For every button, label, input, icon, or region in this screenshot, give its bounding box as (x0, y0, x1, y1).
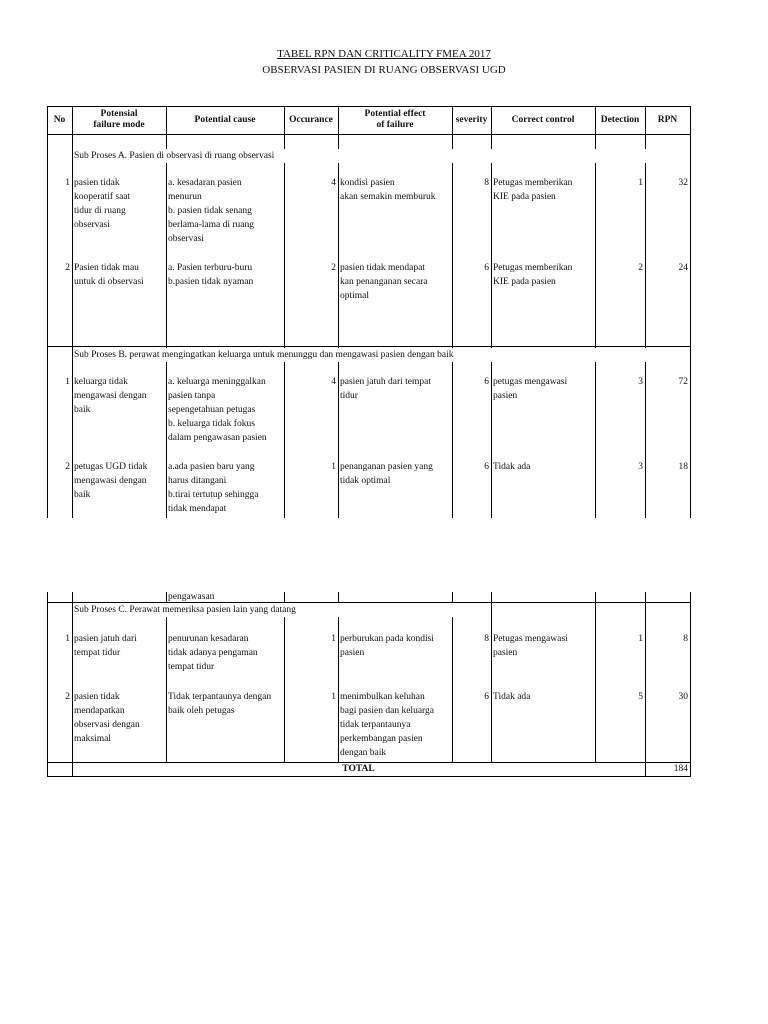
severity-cell: 6 (484, 263, 489, 273)
row-no: 2 (65, 263, 70, 273)
rpn-cell: 72 (678, 377, 688, 387)
rpn-cell: 18 (678, 462, 688, 472)
detection-cell: 2 (638, 263, 643, 273)
occurance-cell: 4 (331, 178, 336, 188)
row-no: 2 (65, 462, 70, 472)
cause-cell: penurunan kesadaran tidak adanya pengaman tempat tidur (168, 634, 258, 672)
cause-cell: Tidak terpantaunya dengan baik oleh petugas (168, 692, 272, 716)
header-severity: severity (455, 114, 488, 125)
cause-cell: a.ada pasien baru yang harus ditangani b.tirai tertutup sehingga tidak mendapat (168, 462, 259, 514)
control-cell: Tidak ada (493, 462, 531, 472)
severity-cell: 6 (484, 462, 489, 472)
total-rpn: 184 (673, 764, 688, 774)
header-correct-control: Correct control (511, 114, 575, 125)
row-no: 1 (65, 178, 70, 188)
header-no: No (53, 114, 66, 125)
severity-cell: 8 (484, 634, 489, 644)
failure-mode-cell: pasien tidak kooperatif saat tidur di ruang observasi (74, 178, 131, 230)
row-no: 2 (65, 692, 70, 702)
document-title: TABEL RPN DAN CRITICALITY FMEA 2017 (277, 48, 491, 60)
detection-cell: 3 (638, 377, 643, 387)
header-failure-mode: Potensial failure mode (93, 109, 145, 130)
effect-cell: menimbulkan keluhan bagi pasien dan keluarga tidak terpantaunya perkembangan pasien dengan baik (340, 692, 434, 758)
section-title: Sub Proses A. Pasien di observasi di ruang observasi (74, 149, 674, 163)
effect-cell: penanganan pasien yang tidak optimal (340, 462, 433, 486)
header-detection: Detection (600, 114, 640, 125)
rpn-cell: 30 (678, 692, 688, 702)
row-no: 1 (65, 377, 70, 387)
control-cell: Tidak ada (493, 692, 531, 702)
severity-cell: 6 (484, 692, 489, 702)
effect-cell: pasien jatuh dari tempat tidur (340, 377, 432, 401)
cause-cell: a. keluarga meninggalkan pasien tanpa sepengetahuan petugas b. keluarga tidak fokus dalam pengawasan pasien (168, 377, 267, 443)
cause-cell-continued: pengawasan (168, 592, 215, 602)
header-potential-effect: Potential effect of failure (364, 109, 426, 130)
rpn-cell: 32 (678, 178, 688, 188)
detection-cell: 1 (638, 178, 643, 188)
control-cell: petugas mengawasi pasien (493, 377, 568, 401)
occurance-cell: 1 (331, 634, 336, 644)
section-title: Sub Proses C. Perawat memeriksa pasien lain yang datang (74, 603, 474, 617)
severity-cell: 6 (484, 377, 489, 387)
control-cell: Petugas mengawasi pasien (493, 634, 568, 658)
failure-mode-cell: pasien tidak mendapatkan observasi dengan maksimal (74, 692, 140, 744)
document-subtitle: OBSERVASI PASIEN DI RUANG OBSERVASI UGD (262, 64, 506, 76)
control-cell: Petugas memberikan KIE pada pasien (493, 178, 573, 202)
detection-cell: 5 (638, 692, 643, 702)
fmea-table-part1 (47, 106, 691, 518)
severity-cell: 8 (484, 178, 489, 188)
rpn-cell: 8 (683, 634, 688, 644)
occurance-cell: 1 (331, 462, 336, 472)
total-label: TOTAL (342, 764, 375, 774)
rpn-cell: 24 (678, 263, 688, 273)
failure-mode-cell: Pasien tidak mau untuk di observasi (74, 263, 144, 287)
occurance-cell: 2 (331, 263, 336, 273)
header-potential-cause: Potential cause (194, 114, 256, 125)
section-title: Sub Proses B. perawat mengingatkan keluarga untuk menunggu dan mengawasi pasien dengan baik (74, 348, 684, 362)
header-occurance: Occurance (289, 114, 333, 125)
header-rpn: RPN (657, 114, 678, 125)
occurance-cell: 1 (331, 692, 336, 702)
detection-cell: 1 (638, 634, 643, 644)
cause-cell: a. Pasien terburu-buru b.pasien tidak nyaman (168, 263, 254, 287)
failure-mode-cell: keluarga tidak mengawasi dengan baik (74, 377, 147, 415)
detection-cell: 3 (638, 462, 643, 472)
failure-mode-cell: pasien jatuh dari tempat tidur (74, 634, 137, 658)
failure-mode-cell: petugas UGD tidak mengawasi dengan baik (74, 462, 148, 500)
cause-cell: a. kesadaran pasien menurun b. pasien tidak senang berlama-lama di ruang observasi (168, 178, 254, 244)
fmea-table-part2 (47, 592, 691, 777)
control-cell: Petugas memberikan KIE pada pasien (493, 263, 573, 287)
effect-cell: pasien tidak mendapat kan penanganan secara optimal (340, 263, 428, 301)
effect-cell: kondisi pasien akan semakin memburuk (340, 178, 436, 202)
occurance-cell: 4 (331, 377, 336, 387)
row-no: 1 (65, 634, 70, 644)
effect-cell: perburukan pada kondisi pasien (340, 634, 434, 658)
